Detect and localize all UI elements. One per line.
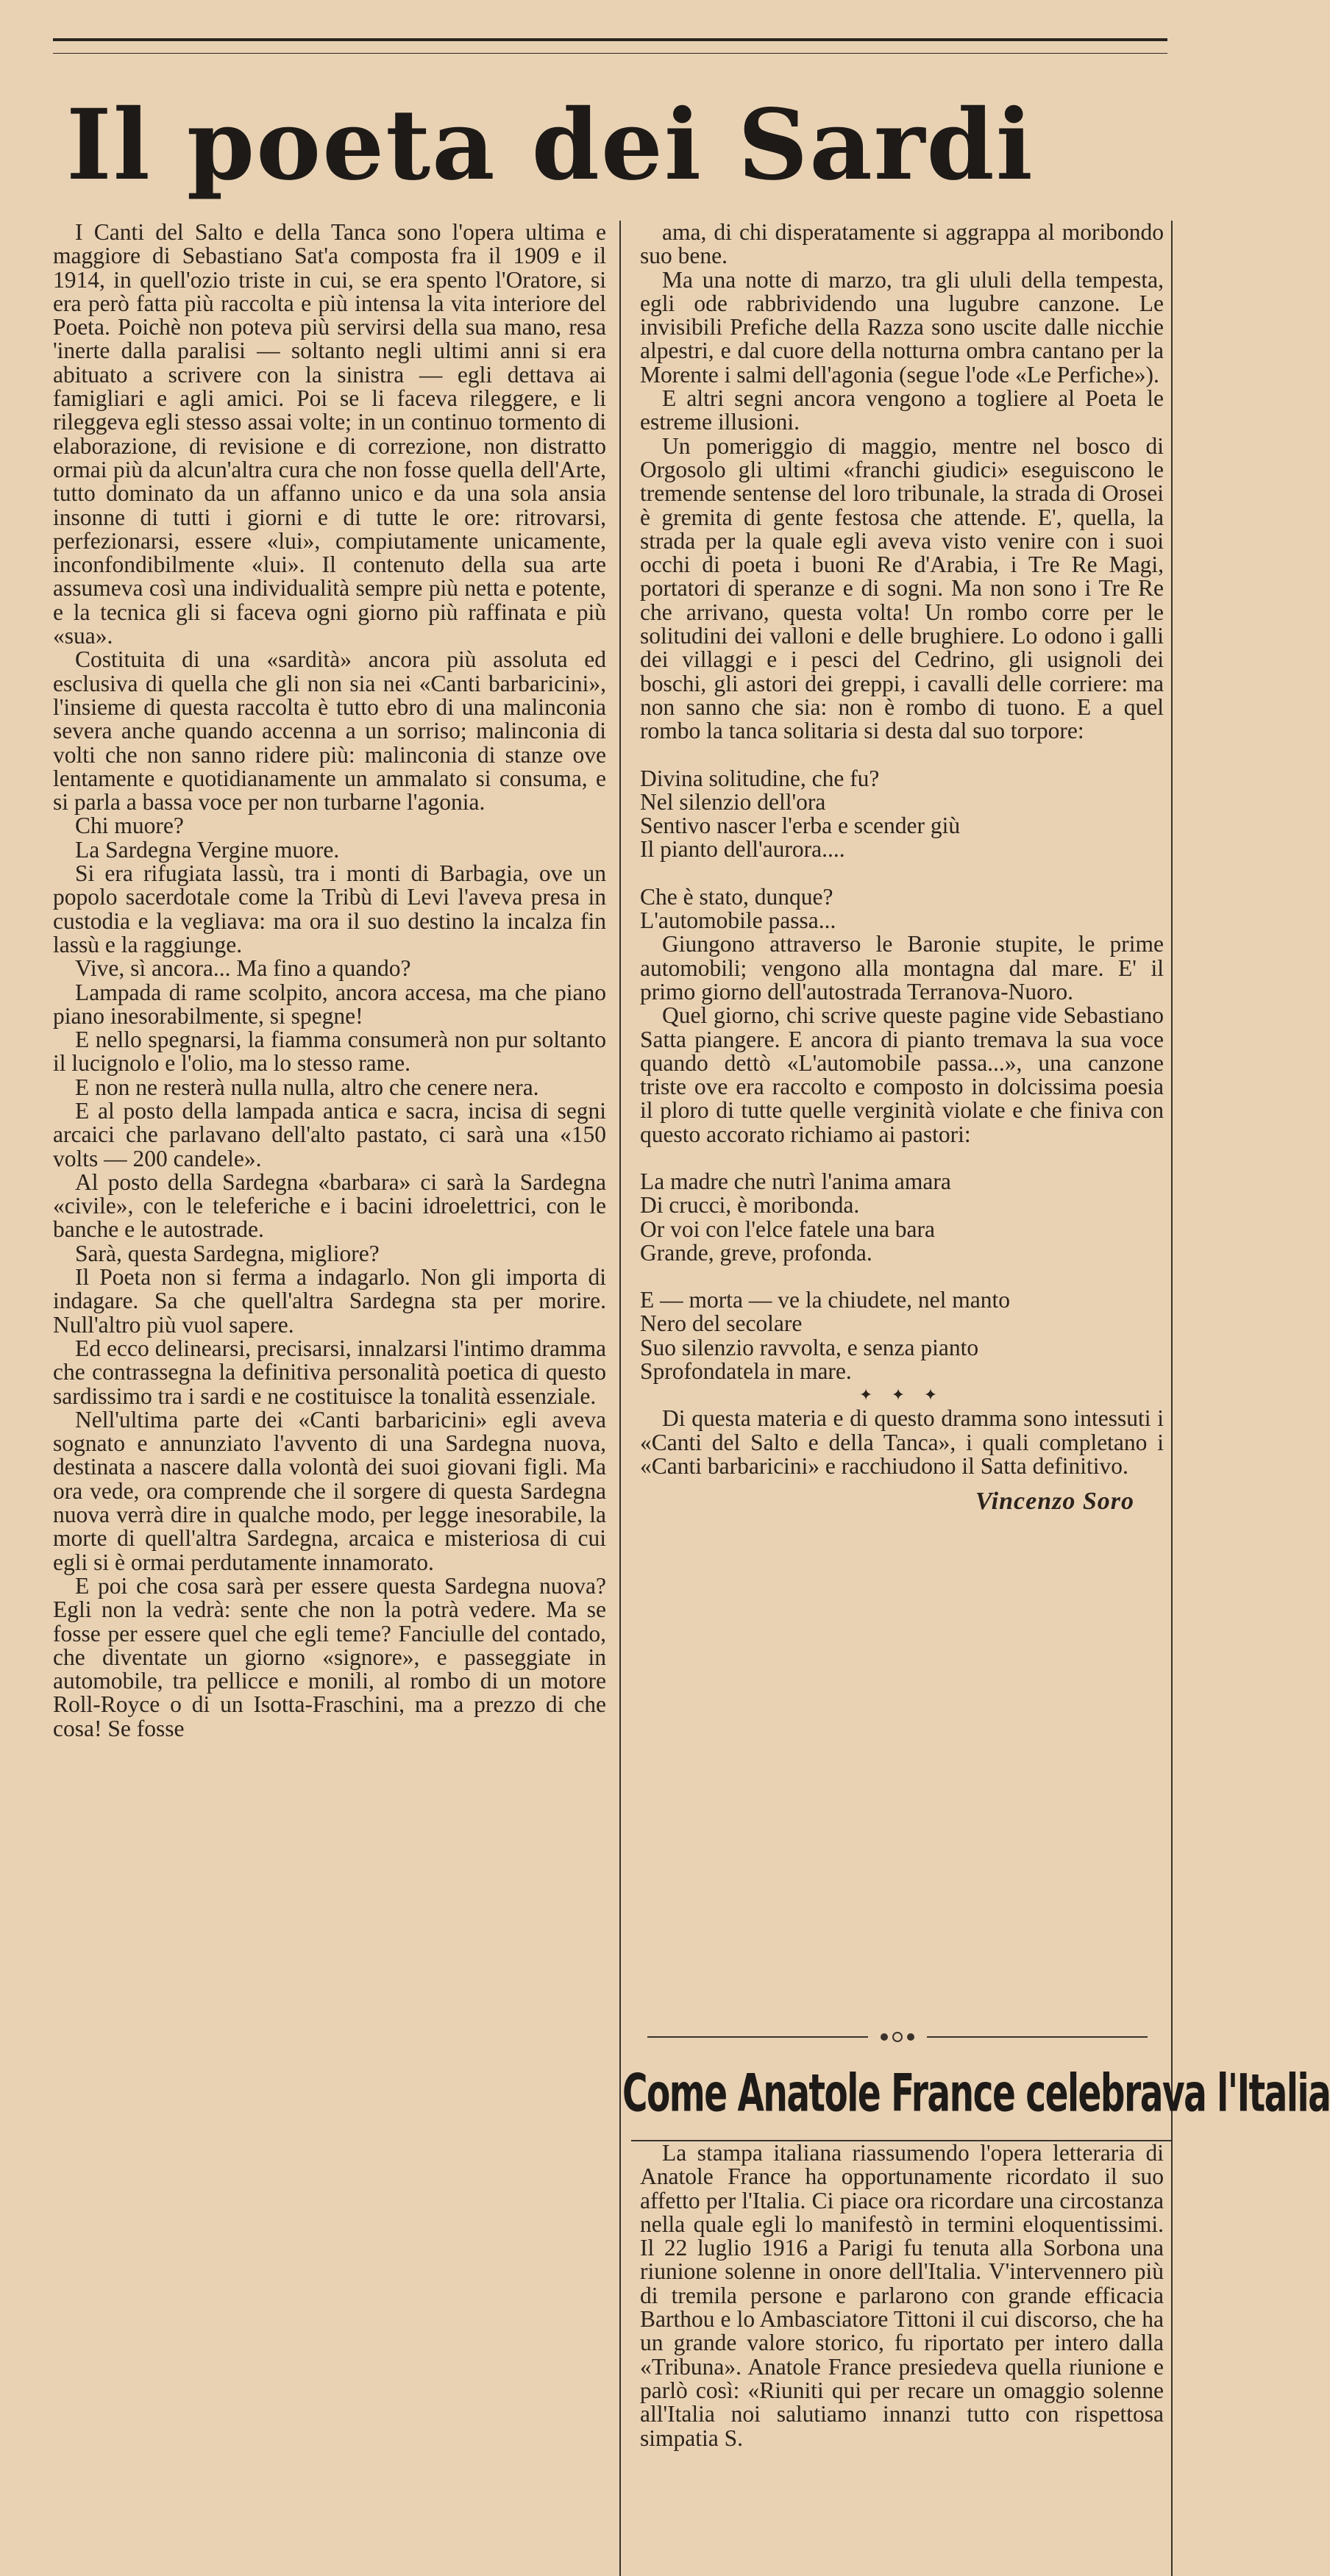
poem-line: Nero del secolare <box>640 1310 803 1337</box>
paragraph: Quel giorno, chi scrive queste pagine vide Sebastiano Satta piangere. E ancora di pianto tremava la sua voce quando dettò «L'automobile passa...», una canzone triste ove era raccolto e composto in dolcissima poesia il ploro di tutte quelle verginità violate e che finiva con questo accorato richiamo ai pastori: <box>640 1002 1164 1147</box>
column-2-text-b <box>640 932 1164 1146</box>
column-2-text-a <box>640 221 1164 743</box>
section-stars-separator: ✦ ✦ ✦ <box>858 1385 945 1405</box>
paragraph: Il Poeta non si ferma a indagarlo. Non gli importa di indagare. Sa che quell'altra Sardegna sta per morire. Null'altro più vuol sapere. <box>53 1264 606 1338</box>
poem-line: Di crucci, è moribonda. <box>640 1192 860 1219</box>
paragraph: Nell'ultima parte dei «Canti barbaricini» egli aveva sognato e annunziato l'avvento di una Sardegna nuova, destinata a nascere dalla volontà dei suoi giovani figli. Ma ora vede, ora comprende che il sorgere di questa Sardegna nuova verrà dire in qualche modo, per legge inesorabile, la morte di quell'altra Sardegna, arcaica e misteriosa di cui egli si è ormai perdutamente innamorato. <box>53 1406 606 1575</box>
poem-stanza-1 <box>640 767 1164 862</box>
paragraph: I Canti del Salto e della Tanca sono l'opera ultima e maggiore di Sebastiano Sat'a composta fra il 1909 e il 1914, in quell'ozio triste in cui, se era spento l'Oratore, si era però fatta più raccolta e più intensa la vita interiore del Poeta. Poichè non poteva più servirsi della sua mano, resa 'inerte dalla paralisi — soltanto negli ultimi anni si era abituato a scrivere con la sinistra — egli dettava ai famigliari e agli amici. Poi se li faceva rileggere, e li rileggeva egli stesso assai volte; in un continuo tormento di elaborazione, di revisione e di correzione, non distratto ormai più da alcun'altra cura che non fosse quella dell'Arte, tutto dominato da un affanno unico e da una sola ansia insonne di tutti i giorni e di tutte le ore: ritrovarsi, perfezionarsi, essere «lui», compiutamente unicamente, inconfondibilmente «lui». Il contenuto della sua arte assumeva così una individualità sempre più netta e potente, e la tecnica gli si faceva ogni giorno più raffinata e più «sua». <box>53 219 606 649</box>
paragraph: E non ne resterà nulla nulla, altro che cenere nera. <box>75 1074 539 1100</box>
poem-line: Sentivo nascer l'erba e scender giù <box>640 813 961 839</box>
second-article-paragraph: La stampa italiana riassumendo l'opera letteraria di Anatole France ha opportunamente ricordato il suo affetto per l'Italia. Ci piace ora ricordare una circostanza nella quale egli lo manifestò in termini eloquentissimi. Il 22 luglio 1916 a Parigi fu tenuta alla Sorbona una riunione solenne in onore dell'Italia. V'intervennero più di tremila persone e parlarono con grande efficacia Barthou e lo Ambasciatore Tittoni il cui discorso, che ha un grande valore storico, fu riportato per intero dalla «Tribuna». Anatole France presiedeva quella riunione e parlò così: «Riuniti qui per recare un omaggio solenne all'Italia noi salutiamo innanzi tutto con rispettosa simpatia S. <box>640 2140 1164 2451</box>
article-title: Il poeta dei Sardi <box>66 88 1034 202</box>
paragraph: La Sardegna Vergine muore. <box>75 836 340 863</box>
right-edge-rule <box>1171 221 1173 2576</box>
paragraph: Ma una notte di marzo, tra gli ululi della tempesta, egli ode rabbrividendo una lugubre canzone. Le invisibili Prefiche della Razza sono uscite dalle nicchie alpestri, e dal cuore della notturna ombra cantano per la Morente i salmi dell'agonia (segue l'ode «Le Perfiche»). <box>640 266 1164 388</box>
poem-line: E — morta — ve la chiudete, nel manto <box>640 1287 1010 1313</box>
paragraph: Vive, sì ancora... Ma fino a quando? <box>75 955 411 982</box>
paragraph: Si era rifugiata lassù, tra i monti di Barbagia, ove un popolo sacerdotale come la Tribù di Levi l'aveva presa in custodia e la vegliava: ma ora il suo destino la incalza fin lassù e la raggiunge. <box>53 860 606 957</box>
paragraph: Di questa materia e di questo dramma sono intessuti i «Canti del Salto e della Tanca», i quali completano i «Canti barbaricini» e racchiudono il Satta definitivo. <box>640 1405 1164 1479</box>
poem-line: Nel silenzio dell'ora <box>640 788 826 815</box>
paragraph: E nello spegnarsi, la fiamma consumerà non pur soltanto il lucignolo e l'olio, ma lo stesso rame. <box>53 1027 606 1077</box>
paragraph: Ed ecco delinearsi, precisarsi, innalzarsi l'intimo dramma che contrassegna la definitiva personalità poetica di questo sardissimo tra i sardi e ne costituisce la tonalità essenziale. <box>53 1335 606 1409</box>
paragraph: Un pomeriggio di maggio, mentre nel bosco di Orgosolo gli ultimi «franchi giudici» eseguiscono le tremende sentense del loro tribunale, la strada di Orosei è gremita di gente festosa che attende. E', quella, la strada per la quale egli aveva visto venire con i suoi occhi di poeta i buoni Re d'Arabia, i Tre Re Magi, portatori di speranze e di sogni. Ma non sono i Tre Re che arrivano, questa volta! Un rombo corre per le solitudini dei valloni e delle brughiere. Lo odono i galli dei villaggi e i pesci del Cedrino, gli usignoli dei boschi, gli astori dei greppi, i cavalli delle corriere: ma non sanno che sia: non è rombo di tuono. E a quel rombo la tanca solitaria si desta dal suo torpore: <box>640 432 1164 744</box>
paragraph: Lampada di rame scolpito, ancora accesa, ma che piano piano inesorabilmente, si spegne! <box>53 979 606 1029</box>
paragraph: E poi che cosa sarà per essere questa Sardegna nuova? Egli non la vedrà: sente che non la potrà vedere. Ma se fosse per essere quel che egli teme? Fanciulle del contado, che diventate un giorno «signore», e passeggiate in automobile, tra pellicce e monili, al rombo di un motore Roll-Royce o di un Isotta-Fraschini, ma a prezzo di che cosa! Se fosse <box>53 1572 606 1741</box>
poem-line: Sprofondatela in mare. <box>640 1358 852 1385</box>
poem-line: L'automobile passa... <box>640 907 836 934</box>
poem-line: Che è stato, dunque? <box>640 883 833 910</box>
paragraph: Giungono attraverso le Baronie stupite, le prime automobili; vengono alla montagna dal mare. E' il primo giorno dell'autostrada Terranova-Nuoro. <box>640 931 1164 1005</box>
poem-line: Il pianto dell'aurora.... <box>640 836 845 863</box>
poem-stanza-4 <box>640 1288 1164 1383</box>
poem-line: Or voi con l'elce fatele una bara <box>640 1216 935 1242</box>
paragraph: Costituita di una «sardità» ancora più assoluta ed esclusiva di quella che gli non sia nei «Canti barbaricini», l'insieme di questa raccolta è tutto ebro di una malinconia severa anche quando accenna a un sorriso; malinconia di volti che non sanno ridere più: malinconia di stanze ove lentamente e quotidianamente un ammalato si consuma, e si parla a bassa voce per non turbarne l'agonia. <box>53 646 606 816</box>
column-divider <box>619 221 621 2576</box>
column-2-text-c <box>640 1407 1164 1478</box>
article-column-2 <box>640 221 1164 2022</box>
second-article-body <box>640 2141 1164 2575</box>
poem-stanza-2 <box>640 885 1164 933</box>
paragraph: Al posto della Sardegna «barbara» ci sarà la Sardegna «civile», con le teleferiche e i bacini idroelettrici, con le banche e le autostrade. <box>53 1169 606 1243</box>
paragraph: E al posto della lampada antica e sacra, incisa di segni arcaici che parlavano dell'alto pastato, ci sarà una «150 volts — 200 candele». <box>53 1097 606 1171</box>
poem-stanza-3 <box>640 1170 1164 1265</box>
paragraph: Chi muore? <box>75 813 184 839</box>
article-column-1 <box>53 221 606 2574</box>
paragraph: Sarà, questa Sardegna, migliore? <box>75 1240 380 1266</box>
second-article-title: Come Anatole France celebrava l'Italia <box>622 2063 1330 2124</box>
author-signature: Vincenzo Soro <box>975 1488 1134 1516</box>
poem-line: Grande, greve, profonda. <box>640 1239 872 1266</box>
poem-line: La madre che nutrì l'anima amara <box>640 1168 951 1194</box>
top-rule-thin <box>53 53 1167 54</box>
paragraph: ama, di chi disperatamente si aggrappa al moribondo suo bene. <box>640 219 1164 269</box>
top-rule <box>53 38 1167 41</box>
paragraph: E altri segni ancora vengono a togliere al Poeta le estreme illusioni. <box>640 385 1164 435</box>
poem-line: Suo silenzio ravvolta, e senza pianto <box>640 1334 979 1360</box>
poem-line: Divina solitudine, che fu? <box>640 765 880 791</box>
